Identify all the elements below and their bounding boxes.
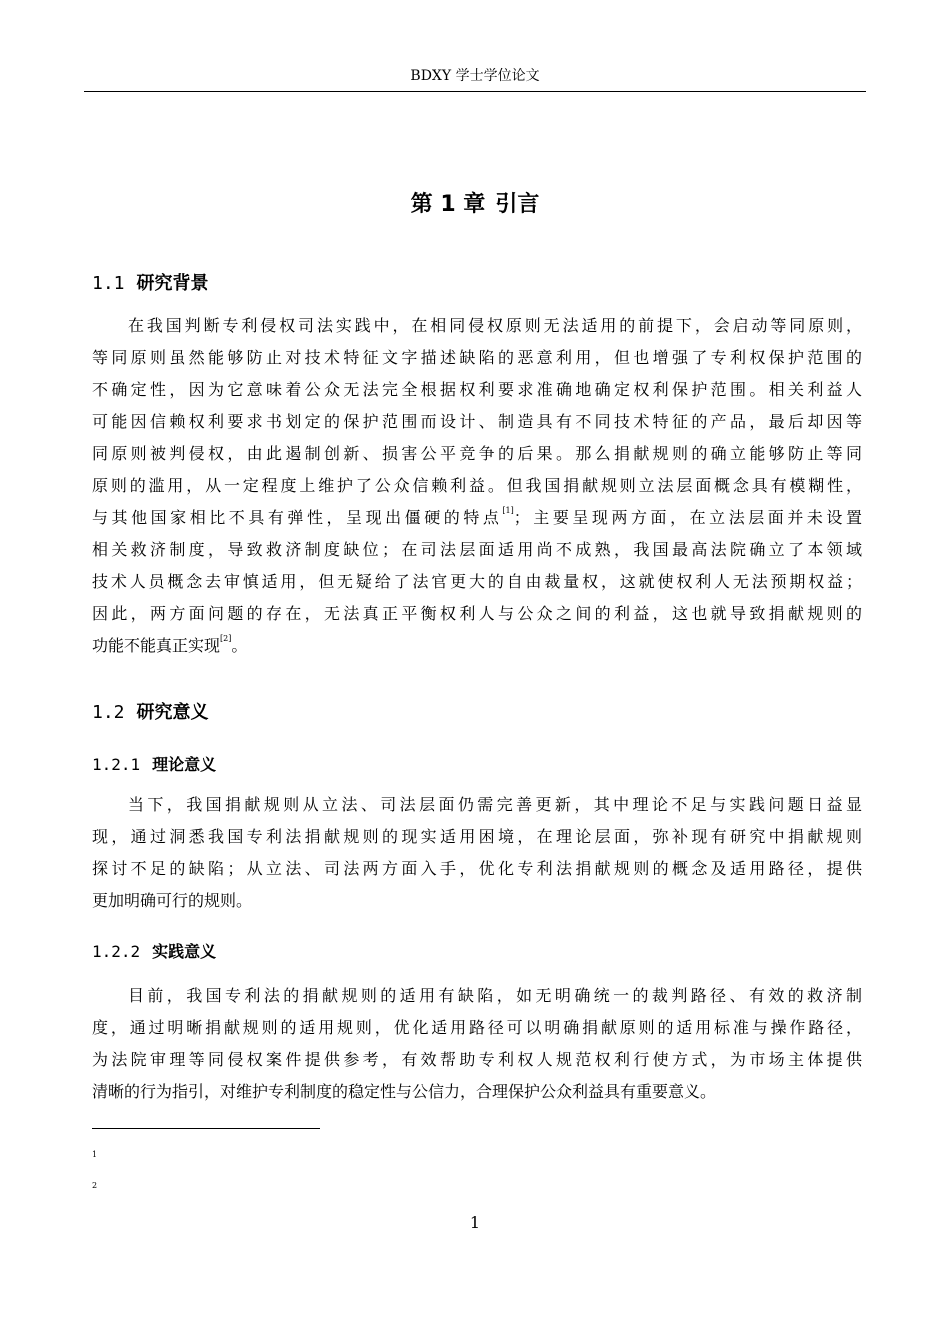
paragraph-line: 现，通过洞悉我国专利法捐献规则的现实适用困境，在理论层面，弥补现有研究中捐献规则 xyxy=(92,827,862,846)
chapter-name: 引言 xyxy=(495,192,540,217)
subsection-heading-1-2-2 xyxy=(92,940,216,964)
section-number: 1.2 xyxy=(92,702,125,723)
subsection-heading-1-2-1 xyxy=(92,753,216,777)
line-text: ；主要呈现两方面，在立法层面并未设置 xyxy=(513,508,862,527)
paragraph-line: 因此，两方面问题的存在，无法真正平衡权利人与公众之间的利益，这也就导致捐献规则的 xyxy=(92,604,862,623)
paragraph-line: 为法院审理等同侵权案件提供参考，有效帮助专利权人规范权利行使方式，为市场主体提供 xyxy=(92,1050,862,1069)
section-number: 1.1 xyxy=(92,273,125,294)
footnote-1-mark: 1 xyxy=(92,1150,98,1159)
paragraph-line: 目前，我国专利法的捐献规则的适用有缺陷，如无明确统一的裁判路径、有效的救济制 xyxy=(128,986,862,1005)
subsection-number: 1.2.1 xyxy=(92,755,141,774)
header-rule xyxy=(84,91,866,92)
subsection-number: 1.2.2 xyxy=(92,942,141,961)
citation-1[interactable]: [1] xyxy=(502,506,514,515)
paragraph-practical-significance xyxy=(92,980,862,1108)
paragraph-line: 相关救济制度，导致救济制度缺位；在司法层面适用尚不成熟，我国最高法院确立了本领域 xyxy=(92,540,862,559)
citation-2[interactable]: [2] xyxy=(220,634,232,643)
paragraph-line: 当下，我国捐献规则从立法、司法层面仍需完善更新，其中理论不足与实践问题日益显 xyxy=(128,795,862,814)
paragraph-line xyxy=(92,630,862,662)
paragraph-line xyxy=(92,502,862,534)
paragraph-line: 清晰的行为指引，对维护专利制度的稳定性与公信力，合理保护公众利益具有重要意义。 xyxy=(92,1082,717,1101)
footnote-rule xyxy=(92,1128,320,1129)
page-number: 1 xyxy=(469,1213,481,1232)
subsection-title: 理论意义 xyxy=(152,755,217,774)
section-title: 研究背景 xyxy=(136,273,209,294)
paragraph-line: 不确定性，因为它意味着公众无法完全根据权利要求准确地确定权利保护范围。相关利益人 xyxy=(92,380,862,399)
paragraph-line: 在我国判断专利侵权司法实践中，在相同侵权原则无法适用的前提下，会启动等同原则， xyxy=(128,316,862,335)
paragraph-line: 探讨不足的缺陷；从立法、司法两方面入手，优化专利法捐献规则的概念及适用路径，提供 xyxy=(92,859,862,878)
paragraph-line: 可能因信赖权利要求书划定的保护范围而设计、制造具有不同技术特征的产品，最后却因等 xyxy=(92,412,862,431)
paragraph-line: 技术人员概念去审慎适用，但无疑给了法官更大的自由裁量权，这就使权利人无法预期权益； xyxy=(92,572,862,591)
subsection-title: 实践意义 xyxy=(152,942,217,961)
paragraph-line: 同原则被判侵权，由此遏制创新、损害公平竞争的后果。那么捐献规则的确立能够防止等同 xyxy=(92,444,862,463)
footnote-2-mark: 2 xyxy=(92,1181,98,1190)
line-text: 。 xyxy=(231,636,248,655)
paragraph-line: 度，通过明晰捐献规则的适用规则，优化适用路径可以明确捐献原则的适用标准与操作路径， xyxy=(92,1018,862,1037)
line-text: 与其他国家相比不具有弹性，呈现出僵硬的特点 xyxy=(92,508,503,527)
chapter-title xyxy=(84,190,866,220)
paragraph-research-background xyxy=(92,310,862,662)
section-heading-1-2 xyxy=(92,700,209,726)
paragraph-line: 等同原则虽然能够防止对技术特征文字描述缺陷的恶意利用，但也增强了专利权保护范围的 xyxy=(92,348,862,367)
section-heading-1-1 xyxy=(92,271,209,297)
running-header: BDXY 学士学位论文 xyxy=(410,68,540,84)
section-title: 研究意义 xyxy=(136,702,209,723)
paragraph-line: 原则的滥用，从一定程度上维护了公众信赖利益。但我国捐献规则立法层面概念具有模糊性， xyxy=(92,476,862,495)
line-text: 功能不能真正实现 xyxy=(92,636,221,655)
chapter-number: 第 1 章 xyxy=(410,192,486,217)
paragraph-line: 更加明确可行的规则。 xyxy=(92,891,253,910)
paragraph-theoretical-significance xyxy=(92,789,862,917)
